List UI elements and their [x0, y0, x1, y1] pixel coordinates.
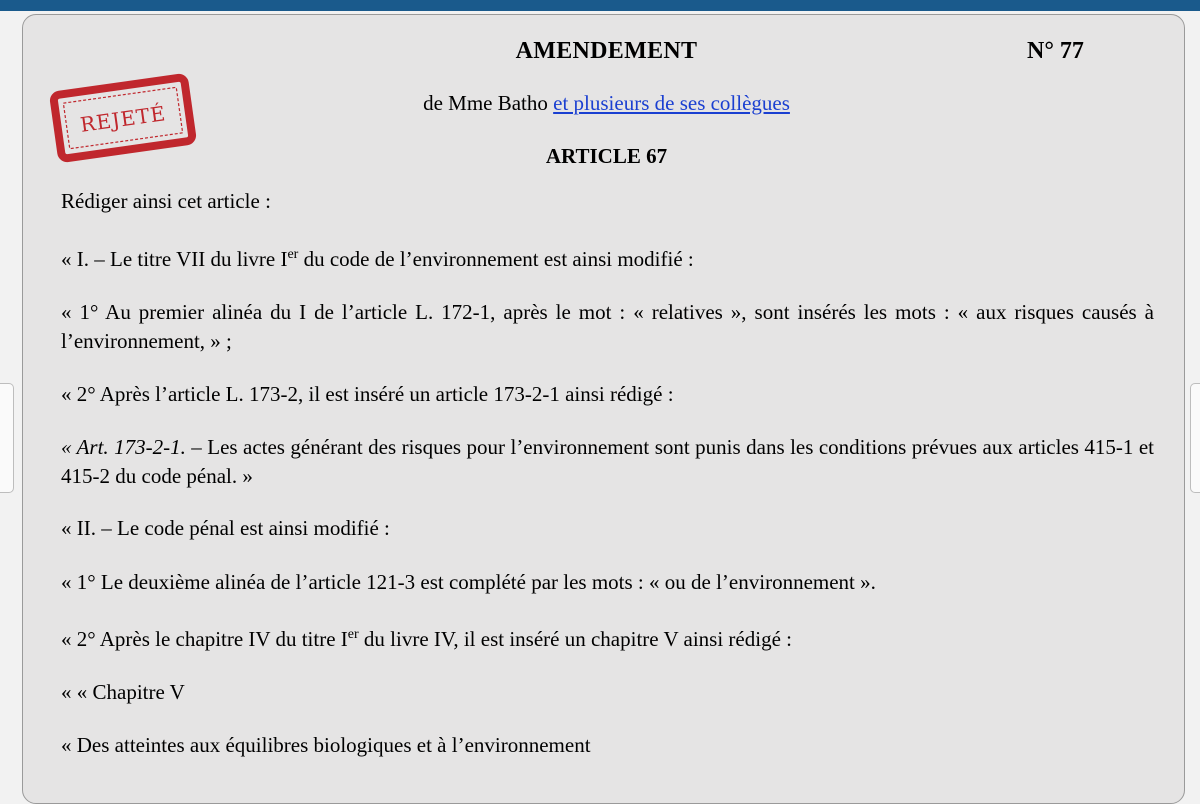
- paragraph-9: « « Chapitre V: [61, 680, 185, 704]
- window-top-bar: [0, 0, 1200, 11]
- amendment-authors: [0, 91, 1200, 116]
- authors-prefix: de Mme Batho: [423, 91, 554, 115]
- left-sidebar-handle[interactable]: [0, 383, 14, 493]
- paragraph-4: « 2° Après l’article L. 173‑2, il est inséré un article 173‑2‑1 ainsi rédigé :: [61, 382, 674, 406]
- paragraph-6: « II. – Le code pénal est ainsi modifié :: [61, 516, 390, 540]
- paragraph-3: « 1° Au premier alinéa du I de l’article L. 172‑1, après le mot : « relatives », sont insérés les mots : « aux risques causés à l’environnement, » ;: [61, 300, 1154, 353]
- paragraph-8: « 2° Après le chapitre IV du titre Ier du livre IV, il est inséré un chapitre V ainsi rédigé :: [61, 627, 792, 651]
- article-heading: ARTICLE 67: [545, 144, 668, 168]
- co-authors-link[interactable]: et plusieurs de ses collègues: [553, 91, 790, 115]
- stamp-label: REJETÉ: [78, 101, 168, 137]
- paragraph-1: Rédiger ainsi cet article :: [61, 189, 271, 213]
- right-sidebar-handle[interactable]: [1190, 383, 1200, 493]
- paragraph-7: « 1° Le deuxième alinéa de l’article 121‑3 est complété par les mots : « ou de l’environnement ».: [61, 570, 876, 594]
- amendment-number: N° 77: [1027, 38, 1084, 64]
- paragraph-2: « I. – Le titre VII du livre Ier du code de l’environnement est ainsi modifié :: [61, 247, 694, 271]
- amendment-title: AMENDEMENT: [515, 38, 698, 64]
- paragraph-5: « Art. 173‑2‑1. – Les actes générant des risques pour l’environnement sont punis dans les conditions prévues aux articles 415‑1 et 415‑2 du code pénal. »: [61, 435, 1154, 488]
- paragraph-10: « Des atteintes aux équilibres biologiques et à l’environnement: [61, 733, 591, 757]
